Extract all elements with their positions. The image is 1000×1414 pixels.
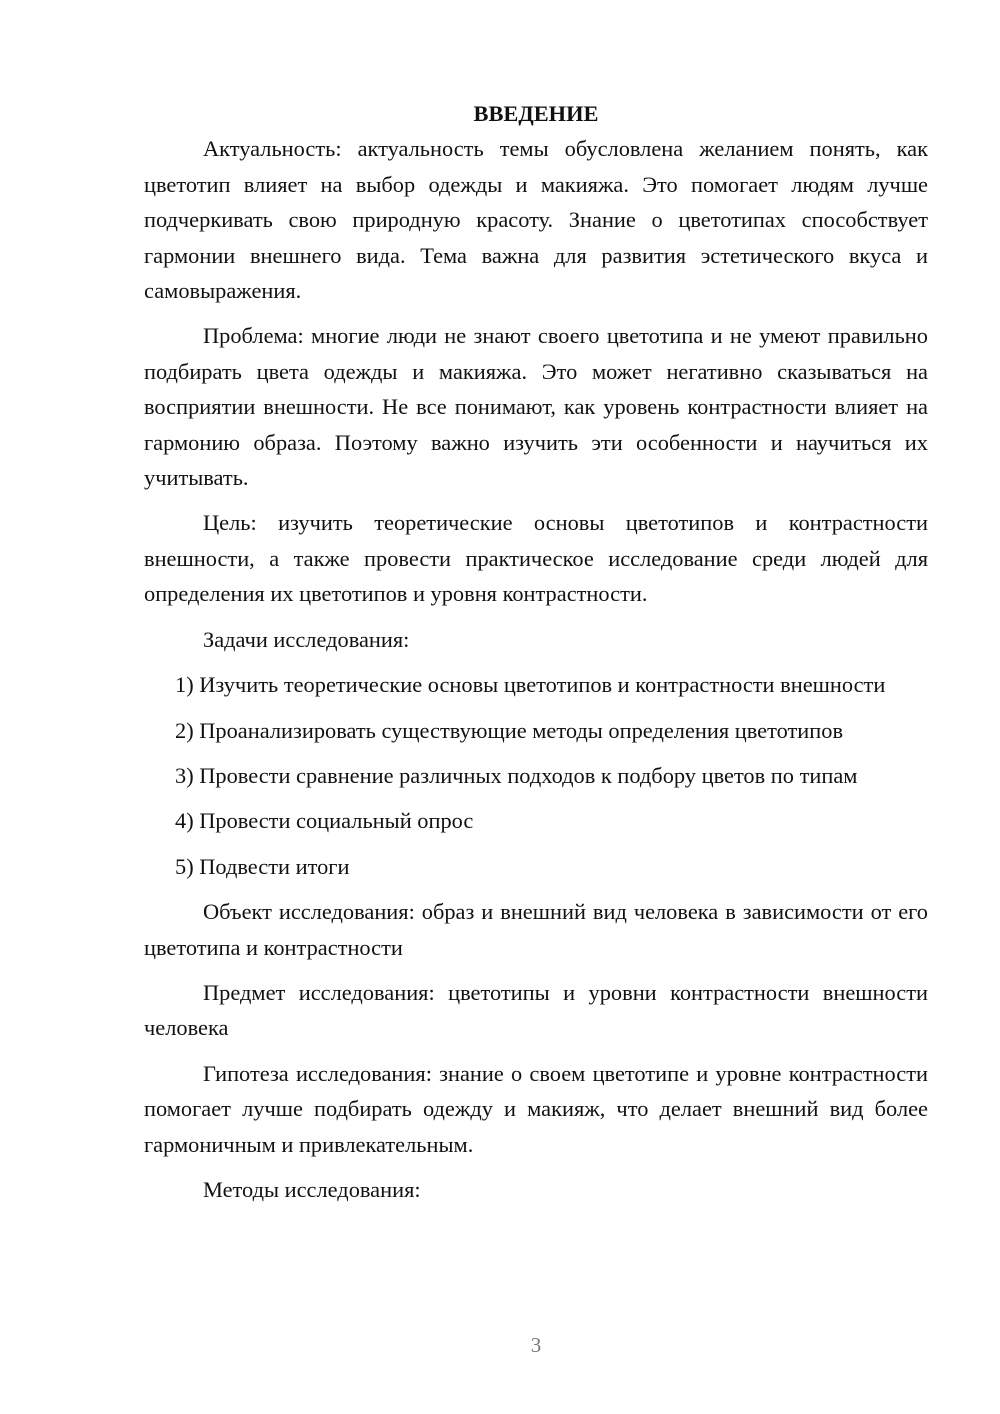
task-item-4: 4) Провести социальный опрос — [175, 808, 474, 834]
page-content — [144, 96, 928, 1207]
methods-label: Методы исследования: — [203, 1176, 421, 1202]
task-item-1: 1) Изучить теоретические основы цветотипов и контрастности внешности — [175, 672, 886, 698]
object-paragraph: Объект исследования: образ и внешний вид человека в зависимости от его цветотипа и контрастности — [144, 899, 928, 960]
relevance-paragraph: Актуальность: актуальность темы обусловлена желанием понять, как цветотип влияет на выбор одежды и макияжа. Это помогает людям лучше подчеркивать свою природную красоту. Знание о цветотипах способствует гармонии внешнего вида. Тема важна для развития эстетического вкуса и самовыражения. — [144, 136, 928, 304]
subject-paragraph: Предмет исследования: цветотипы и уровни контрастности внешности человека — [144, 979, 928, 1041]
problem-paragraph: Проблема: многие люди не знают своего цветотипа и не умеют правильно подбирать цвета одежды и макияжа. Это может негативно сказываться на восприятии внешности. Не все понимают, как уровень контрастности влияет на гармонию образа. Поэтому важно изучить эти особенности и научиться их учитывать. — [144, 323, 928, 491]
task-item-3: 3) Провести сравнение различных подходов к подбору цветов по типам — [175, 762, 858, 788]
page-title: ВВЕДЕНИЕ — [473, 101, 599, 126]
goal-paragraph: Цель: изучить теоретические основы цветотипов и контрастности внешности, а также провести практическое исследование среди людей для определения их цветотипов и уровня контрастности. — [144, 510, 928, 607]
task-item-5: 5) Подвести итоги — [175, 853, 350, 879]
tasks-label: Задачи исследования: — [203, 626, 410, 652]
hypothesis-paragraph: Гипотеза исследования: знание о своем цветотипе и уровне контрастности помогает лучше подбирать одежду и макияж, что делает внешний вид более гармоничным и привлекательным. — [144, 1060, 928, 1157]
task-item-2: 2) Проанализировать существующие методы определения цветотипов — [175, 717, 844, 743]
page-number: 3 — [530, 1333, 542, 1357]
